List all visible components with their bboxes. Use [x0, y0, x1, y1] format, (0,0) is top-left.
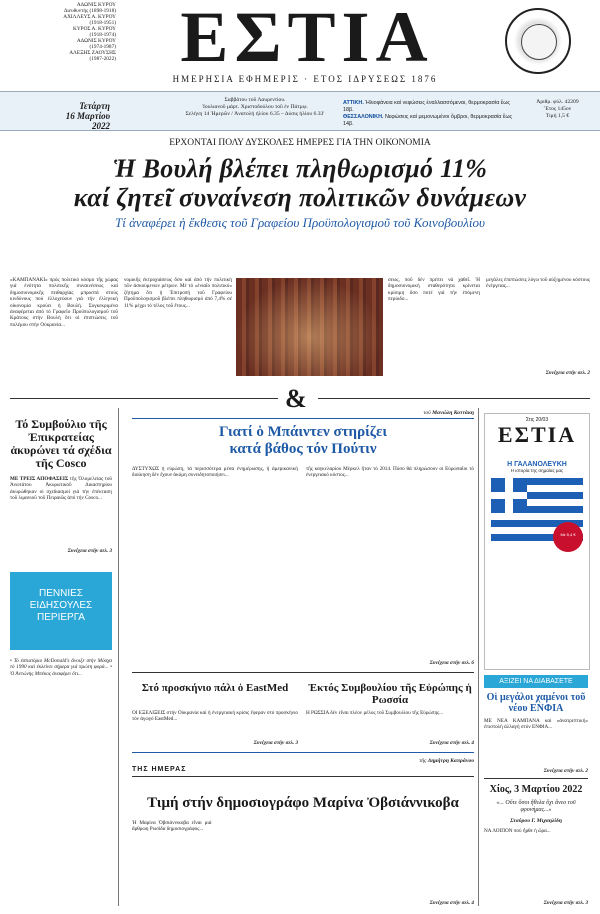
column-divider [118, 408, 119, 906]
section-label: ΤΗΣ ΗΜΕΡΑΣ [132, 766, 187, 773]
seal-logo [505, 8, 571, 74]
lead-column-4: μεγάλες ἐπιπτώσεις λόγω τοῦ αὐξημένου κόστους ἐνέργειας... [486, 277, 590, 290]
ad-subline: Η ιστορία της σημαίας μας [510, 468, 564, 473]
continued-note[interactable]: Συνέχεια στήν σελ. 3 [67, 548, 112, 554]
author: Μανώλη Κοττάκη [432, 410, 474, 416]
lead-column-2: νομικῆς ἐκτροχιάσεως ὅσο καί ἀπό τήν πολιτική τῶν ἀσκούμενων μέτρων. Μέ τό «ἑνιαῖο πολιτικό» ζήτημα ὅτι ἡ Ἐπιτροπή τοῦ Γραφείου Προϋπολογισμοῦ βλέπει πληθωρισμό ἀπό 7,4% σέ 11% μέχρι τό τέλος τοῦ ἔτους... [124, 277, 232, 309]
badge-text: Με 5,4 € [560, 532, 576, 537]
founder-name: ΚΥΡΟΣ Α. ΚΥΡΟΥ [73, 26, 116, 32]
chios-body: ΝΑ ΛΟΙΠΟΝ πού ἦρθε ἡ ὥρα... [484, 828, 551, 834]
continued-note[interactable]: Συνέχεια στήν σελ. 2 [545, 370, 590, 376]
column-divider [478, 408, 479, 906]
center-headline[interactable] [132, 424, 474, 458]
calendar-info [170, 97, 340, 118]
section-ampersand: & [285, 384, 307, 413]
byline [344, 410, 474, 416]
greek-flag-cross [491, 492, 527, 499]
cosco-headline[interactable]: Τό Συμβούλιο τῆς Ἐπικρατείας ἀκυρώνει τά σχέδια τῆς Cosco [10, 417, 112, 470]
headline-line: κατά βάθος τόν Πούτιν [229, 441, 377, 457]
issue-number: Ἀριθμ. φύλ. 42209 [536, 99, 579, 105]
continued-note[interactable]: Συνέχεια στήν σελ. 4 [429, 900, 474, 906]
body-text: τῆς Ὁλομελείας τοῦ Ἀνωτάτου Ἀκυρωτικοῦ Δικαστηρίου ἀκυρώθηκαν οἱ σχεδιασμοί γιά τήν ἐπέκταση τοῦ λιμανιοῦ τοῦ Πειραιῶς ἀπό τήν Cosco... [10, 476, 112, 502]
weather-info [343, 100, 518, 128]
founder-name: ΑΔΩΝΙΣ ΚΥΡΟΥ [76, 38, 116, 44]
lead-deck: Τί ἀναφέρει ἡ ἔκθεσις τοῦ Γραφείου Προϋπολογισμοῦ τοῦ Κοινοβουλίου [115, 215, 485, 230]
russia-headline[interactable]: Ἐκτός Συμβουλίου τῆς Εὐρώπης ἡ Ρωσσία [308, 682, 472, 706]
cosco-body [10, 476, 112, 546]
box-line: ΠΕΡΙΕΡΓΑ [37, 612, 85, 623]
bottom-section-header [132, 758, 474, 772]
divider [484, 778, 588, 779]
continued-note[interactable]: Συνέχεια στήν σελ. 3 [543, 900, 588, 906]
founder-name: ΑΔΩΝΙΣ ΚΥΡΟΥ [76, 2, 116, 8]
recommended-label: ΑΞΙΖΕΙ ΝΑ ΔΙΑΒΑΣΕΤΕ [484, 675, 588, 688]
founder-name: ΑΧΙΛΛΕΥΣ Α. ΚΥΡΟΥ [63, 14, 116, 20]
promo-ad[interactable] [484, 413, 590, 670]
divider [132, 776, 474, 777]
weather-text: Ἡλιοφάνεια καί νεφώσεις ἐναλλασσόμεναι, θερμοκρασία ἕως 18β. [343, 100, 511, 113]
parliament-photo-overlay [236, 278, 383, 376]
founder-years: (1974-1987) [89, 44, 116, 50]
byline [419, 758, 474, 764]
weather-region-label: ΘΕΣΣΑΛΟΝΙΚΗ. [343, 114, 384, 120]
peniees-box [10, 572, 112, 650]
calendar-line: Σαββάτου τοῦ Λαυρεντίου. [224, 97, 286, 103]
price-badge [553, 522, 583, 552]
author: Δημήτρη Καπράνου [427, 758, 474, 764]
calendar-line: Ἰουλιανοῦ μάρτ. Χριστοδούλου τοῦ ἐν Πάτμῳ. [202, 104, 308, 110]
weather-region-label: ΑΤΤΙΚΗ. [343, 100, 364, 106]
box-line: ΕΙΔΗΣΟΥΛΕΣ [29, 600, 93, 611]
continued-note[interactable]: Συνέχεια στήν σελ. 6 [429, 660, 474, 666]
chios-author: Σταύρου Γ. Μιχαηλίδη [510, 818, 562, 824]
eastmed-body: ΟΙ ΕΞΕΛΙΞΕΙΣ στήν Οὐκρανία καί ἡ ἐνεργειακή κρίσις ἔφεραν στό προσκήνιο τόν ἀγωγό EastMed... [132, 710, 298, 723]
calendar-line: Σελήνη 14 Ἡμερῶν / Ἀνατολή ἡλίου 6.35 – Δύσις ἡλίου 6.33' [185, 111, 325, 117]
byline-prefix: τοῦ [423, 410, 431, 416]
headline-line: Ἡ Βουλή βλέπει πληθωρισμό 11% [112, 154, 488, 183]
lead-headline[interactable] [10, 154, 590, 212]
center-column-1: ΔΥΣΤΥΧΩΣ ἡ εὐρώπη, τά περισσότερα μέσα ἐνημέρωσης, ἡ ἀμερικανική διοίκηση δέν ἔχουν ἀκόμη συνειδητοποιήσει... [132, 466, 298, 479]
weekday: Τετάρτη [79, 101, 110, 111]
bottom-headline[interactable]: Τιμή στήν δημοσιογράφο Μαρίνα Ὀβσιάννικοβα [147, 795, 459, 811]
founder-name: ΑΛΕΞΗΣ ΖΑΟΥΣΗΣ [69, 50, 116, 56]
ad-date: Στις 20/03 [525, 417, 549, 423]
divider [132, 672, 474, 673]
divider [10, 398, 278, 399]
box-line: ΠΕΝΝΙΕΣ [39, 588, 83, 599]
date-text: 16 Μαρτίου 2022 [65, 111, 110, 131]
issue-date [50, 101, 110, 131]
newspaper-title: ΕΣΤΙΑ [180, 0, 434, 77]
center-column-2: τῆς καγκελαρίου Μέρκελ ἤταν τό 2014. Πόσο θά πληρώσουν οἱ Εὐρωπαῖοι τό ἐνεργειακό κόστος... [306, 466, 474, 479]
continued-note[interactable]: Συνέχεια στήν σελ. 2 [543, 768, 588, 774]
ad-brand: ΕΣΤΙΑ [497, 422, 577, 447]
peniees-text: • Τό ἐστιατόριο McDonald's ἄνοιξε στήν Μόσχα τό 1990 καί ἐκλείνει σήμερα γιά πρώτη φορά... • Ὁ Ἀντώνης Μπέκος ἀναφέρει ὅτι... [10, 658, 112, 677]
lead-column-3: σεως, ποῦ δέν πρέπει νά χαθεῖ. Ἡ δημοσιονομική σταθερότητα κρίνεται κρίσιμη ὅσο ποτέ γιά τήν ἐπόμενη περίοδο... [388, 277, 480, 303]
divider [318, 398, 590, 399]
enfia-body: ΜΕ ΝΕΑ ΚΑΜΠΑΝΑ καί «ἀνατρεπτική» ἐπιστολή ἀλλαγή στόν ΕΝΦΙΑ... [484, 718, 588, 731]
founder-years: (1987-2022) [89, 56, 116, 62]
eastmed-headline[interactable]: Στό προσκήνιο πάλι ὁ EastMed [141, 682, 289, 694]
founder-years: (1918-1974) [89, 32, 116, 38]
continued-note[interactable]: Συνέχεια στήν σελ. 4 [429, 740, 474, 746]
russia-body: Η ΡΩΣΣΙΑ δέν εἶναι πλέον μέλος τοῦ Συμβουλίου τῆς Εὐρώπης... [306, 710, 444, 716]
headline-line: καί ζητεῖ συναίνεση πολιτικῶν δυνάμεων [73, 183, 527, 212]
lead-in: ΜΕ ΤΡΕΙΣ ΑΠΟΦΑΣΕΙΣ [10, 476, 69, 482]
ad-headline: Η ΓΑΛΑΝΟΛΕΥΚΗ [507, 461, 567, 468]
chios-quote: «... Οὔτε ὅσοι ἤθελα ὅχι ἄνεο τοῦ φρονήμας...» [496, 800, 576, 813]
divider [132, 752, 474, 753]
headline-line: Γιατί ὁ Μπάιντεν στηρίζει [218, 424, 388, 440]
issue-year: Ἔτος 145ον [543, 106, 572, 112]
enfia-headline[interactable]: Οἱ μεγάλοι χαμένοι τοῦ νέου ΕΝΦΙΑ [486, 692, 586, 714]
bottom-body: Ἡ Μαρίνα Ὀβσιάννικοβα εἶναι μιά ἄρθρωη Ρωσίδα δημοσιογράφος... [132, 820, 212, 833]
continued-note[interactable]: Συνέχεια στήν σελ. 3 [253, 740, 298, 746]
founder-years: Διευθυντής (1898-1918) [63, 8, 116, 14]
founders-list [28, 2, 116, 62]
lead-column-1: «ΚΑΜΠΑΝΑΚΙ» πρός πολιτικό κόσμο τῆς χώρας γιά ἐνότητα πολιτικῆς συναινέσεως καί δημοσιονομικῆς πειθαρχίας μπροστά στούς κινδύνους πού ἐλλοχεύουν γιά τήν ἑλληνική οἰκονομία κρούει ἡ Βουλή. Συγκεκριμένα ἀναφέρεται ἀπό τό Γραφεῖο Προϋπολογισμοῦ τοῦ Κράτους στήν Βουλή ὅτι οἱ ἐπιπτώσεις τοῦ πολέμου στήν Οὐκρανία... [10, 277, 118, 328]
byline-prefix: τῆς [419, 758, 427, 764]
divider [132, 418, 474, 419]
lead-kicker: ΕΡΧΟΝΤΑΙ ΠΟΛΥ ΔΥΣΚΟΛΕΣ ΗΜΕΡΕΣ ΓΙΑ ΤΗΝ ΟΙΚΟΝΟΜΙΑ [169, 138, 431, 148]
newspaper-subtitle: ΗΜΕΡΗΣΙΑ ΕΦΗΜΕΡΙΣ · ΕΤΟΣ ΙΔΡΥΣΕΩΣ 1876 [172, 74, 438, 84]
weather-text: Νεφώσεις καί μεμονωμένοι ὄμβροι, θερμοκρασία ἕως 14β. [343, 114, 513, 127]
founder-years: (1918-1951) [89, 20, 116, 26]
chios-headline[interactable]: Χίος, 3 Μαρτίου 2022 [489, 784, 583, 795]
issue-price: Τιμή 1,5 € [545, 113, 570, 119]
issue-info [525, 99, 590, 120]
